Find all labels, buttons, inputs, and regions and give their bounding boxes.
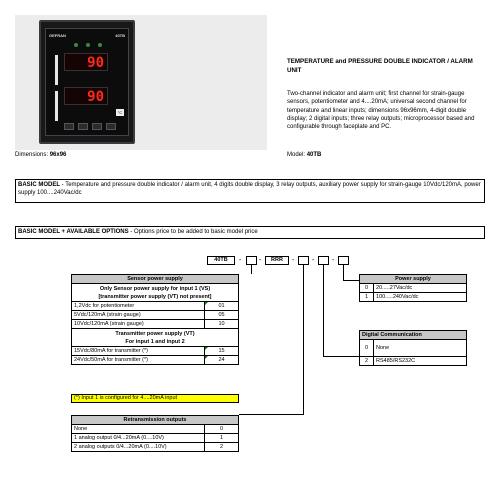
code-separator: - [292, 257, 295, 264]
row-label: 24Vdc/50mA for transmitter (*) [72, 356, 205, 365]
led-indicator [98, 43, 102, 47]
device-button [92, 123, 102, 130]
dimensions-caption [15, 152, 66, 160]
table-row [360, 340, 467, 357]
code-retrans-slot [298, 256, 309, 265]
table-row [72, 356, 239, 365]
code-separator: - [259, 257, 262, 264]
model-caption [287, 152, 321, 160]
basic-model-label: BASIC MODEL [18, 182, 60, 188]
table-row [72, 434, 239, 443]
table-row [72, 443, 239, 452]
unit-badge: °C [117, 110, 123, 115]
model-value: 40TB [306, 152, 322, 158]
row-code: 0 [360, 284, 374, 293]
retransmission-table [71, 415, 239, 452]
row-label: 10Vdc/120mA (strain gauge) [72, 320, 205, 329]
row-code: 05 [205, 311, 239, 320]
display-top [64, 53, 108, 71]
product-description: Two-channel indicator and alarm unit; first channel for strain-gauge sensors, potentiometer and 4....20mA; universal second channel for temperature and linear inputs; dimensions 96x96mm, 4-digit double display; 2 digital inputs; three relay outputs; microprocessor based and configurable through faceplate and PC. [287, 91, 475, 131]
sensor-power-table [71, 274, 239, 365]
sensor-sub2-header [72, 329, 239, 347]
connector-retrans-h [239, 414, 304, 415]
table-row [72, 347, 239, 356]
connector-comm-h [323, 356, 359, 357]
row-label: 15Vdc/80mA for transmitter (*) [72, 347, 205, 356]
connector-comm [323, 265, 324, 356]
code-sensor-slot [246, 256, 257, 265]
device-button [78, 123, 88, 130]
connector-sensor [251, 265, 252, 274]
code-separator: - [332, 257, 335, 264]
device-button [106, 123, 116, 130]
digital-comm-title: Digital Communication [360, 331, 467, 340]
table-row [72, 302, 239, 311]
model-label: Model: [287, 152, 306, 158]
led-indicator [86, 43, 90, 47]
product-photo [15, 15, 267, 150]
bargraph-top [55, 55, 58, 85]
connector-power-h [343, 280, 359, 281]
row-label: 1,2Vdc for potentiometer [72, 302, 205, 311]
row-label: 2 analog outputs 0/4...20mA (0....10V) [72, 443, 205, 452]
sensor-sub2-line1: Transmitter power supply (VT) [115, 330, 195, 337]
note-input-config: (*) Input 1 is configured for 4....20mA input [71, 394, 239, 403]
options-text: - Options price to be added to basic model price [128, 229, 258, 235]
sensor-power-title: Sensor power supply [72, 275, 239, 284]
led-indicator [74, 43, 78, 47]
row-code: 1 [360, 293, 374, 302]
code-model-box: 40TB [207, 256, 235, 265]
row-label: RS485/RS232C [374, 357, 467, 366]
row-code: 1 [205, 434, 239, 443]
code-separator: - [239, 257, 242, 264]
sensor-sub1-line1: Only Sensor power supply for input 1 (VS) [99, 285, 211, 292]
row-code: 0 [360, 340, 374, 357]
options-label: BASIC MODEL + AVAILABLE OPTIONS [18, 229, 129, 235]
row-label: 20.....27Vac/dc [374, 284, 467, 293]
sensor-sub1-header [72, 284, 239, 302]
row-code: 15 [205, 347, 239, 356]
table-row [72, 320, 239, 329]
basic-model-text: - Temperature and pressure double indicator / alarm unit, 4 digits double display, 3 relay outputs, auxiliary power supply for strain-gauge 10Vdc/120mA, power supply 100....240Vac/dc [18, 182, 481, 196]
device-front-panel [39, 20, 135, 144]
row-code: 2 [360, 357, 374, 366]
row-label: None [72, 425, 205, 434]
table-row [360, 284, 467, 293]
display-bottom [64, 87, 108, 105]
device-button [64, 123, 74, 130]
code-comm-slot [318, 256, 329, 265]
row-label: 1 analog output 0/4...20mA (0....10V) [72, 434, 205, 443]
table-row [72, 425, 239, 434]
sensor-sub2-line2: For input 1 and input 2 [125, 338, 185, 345]
connector-power [343, 265, 344, 280]
table-row [72, 311, 239, 320]
table-row [360, 293, 467, 302]
options-box [15, 226, 485, 239]
dimensions-label: Dimensions: [15, 152, 49, 158]
bargraph-bottom [55, 91, 58, 121]
row-code: 0 [205, 425, 239, 434]
row-label: None [374, 340, 467, 357]
product-title: TEMPERATURE and PRESSURE DOUBLE INDICATOR / ALARM UNIT [287, 58, 473, 74]
row-code: 10 [205, 320, 239, 329]
code-fixed-box: RRR [265, 256, 289, 265]
sensor-sub1-line2: [transmitter power supply (VT) not present] [98, 293, 212, 300]
connector-retrans [303, 265, 304, 414]
display-bottom-digits: 90 [87, 89, 104, 105]
code-power-slot [338, 256, 349, 265]
device-model-label: 40TB [115, 33, 125, 38]
device-brand-label: GEFRAN [49, 33, 66, 38]
code-separator: - [312, 257, 315, 264]
retransmission-title: Retransmission outputs [72, 416, 239, 425]
table-row [360, 357, 467, 366]
row-label: 100.....240Vac/dc [374, 293, 467, 302]
power-supply-table [359, 274, 467, 302]
device-bezel [45, 28, 129, 136]
row-code: 2 [205, 443, 239, 452]
row-label: 5Vdc/120mA (strain gauge) [72, 311, 205, 320]
row-code: 01 [205, 302, 239, 311]
dimensions-value: 96x96 [49, 152, 67, 158]
row-code: 24 [205, 356, 239, 365]
digital-comm-table [359, 330, 467, 366]
basic-model-box [15, 179, 485, 203]
display-top-digits: 90 [87, 55, 104, 71]
power-supply-title: Power supply [360, 275, 467, 284]
